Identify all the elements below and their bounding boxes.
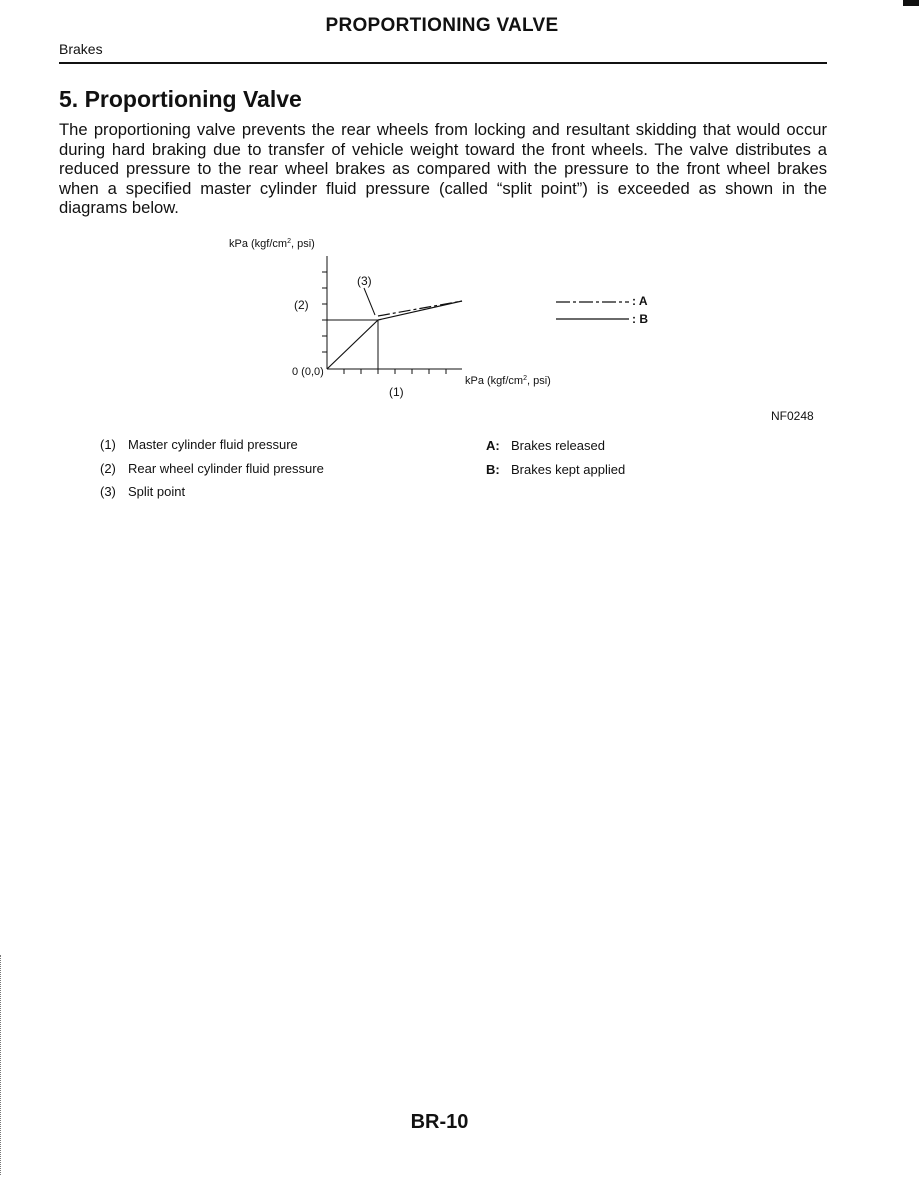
legend-key-label: Brakes released	[511, 438, 605, 453]
page-running-title: PROPORTIONING VALVE	[325, 15, 559, 36]
scan-edge-marks	[0, 955, 2, 1175]
x-axis-ticks	[344, 369, 446, 374]
legend-item	[100, 484, 324, 508]
legend-item-number: (3)	[100, 484, 116, 499]
figure-id: NF0248	[771, 409, 814, 423]
origin-label: 0 (0,0)	[292, 366, 324, 378]
legend-item	[100, 437, 324, 461]
page-number: BR-10	[410, 1111, 469, 1133]
legend-key	[486, 438, 625, 462]
pressure-rise-line	[327, 320, 378, 369]
section-heading: 5. Proportioning Valve	[59, 86, 302, 112]
legend-item-label: Rear wheel cylinder fluid pressure	[128, 460, 324, 476]
y-axis-ticks	[322, 272, 327, 352]
legend-item-number: (2)	[100, 460, 116, 476]
legend-item-number: (1)	[100, 437, 116, 452]
y-axis-callout: (2)	[294, 298, 309, 312]
pressure-diagram	[0, 0, 919, 440]
legend-b-marker: : B	[632, 312, 648, 326]
legend-key-letter: B:	[486, 461, 500, 477]
intro-paragraph: The proportioning valve prevents the rear wheels from locking and resultant skidding that would occur during hard braking due to transfer of vehicle weight toward the front wheels. The valve distributes a reduced pressure to the rear wheel brakes as compared with the pressure to the front wheel brakes when a specified master cylinder fluid pressure (called “split point”) is exceeded as shown in the diagrams below.	[59, 120, 827, 218]
curve-a-dashed	[378, 301, 462, 316]
legend-a-marker: : A	[632, 294, 648, 308]
callout-legend	[100, 437, 324, 508]
split-point-pointer	[364, 288, 375, 315]
y-axis-unit-label: kPa ($kgf/cm^2$, psi)	[229, 238, 315, 250]
x-axis-callout: (1)	[389, 385, 404, 399]
legend-item-label: Master cylinder fluid pressure	[128, 437, 298, 452]
legend-key-letter: A:	[486, 438, 500, 453]
legend-key	[486, 462, 625, 486]
section-label: Brakes	[59, 41, 103, 57]
legend-key-label: Brakes kept applied	[511, 461, 626, 477]
split-point-callout: (3)	[357, 274, 372, 288]
x-axis-unit-label: kPa ($kgf/cm^2$, psi)	[465, 375, 551, 387]
line-key-legend	[486, 438, 625, 485]
legend-item-label: Split point	[128, 484, 186, 499]
legend-item	[100, 461, 324, 485]
